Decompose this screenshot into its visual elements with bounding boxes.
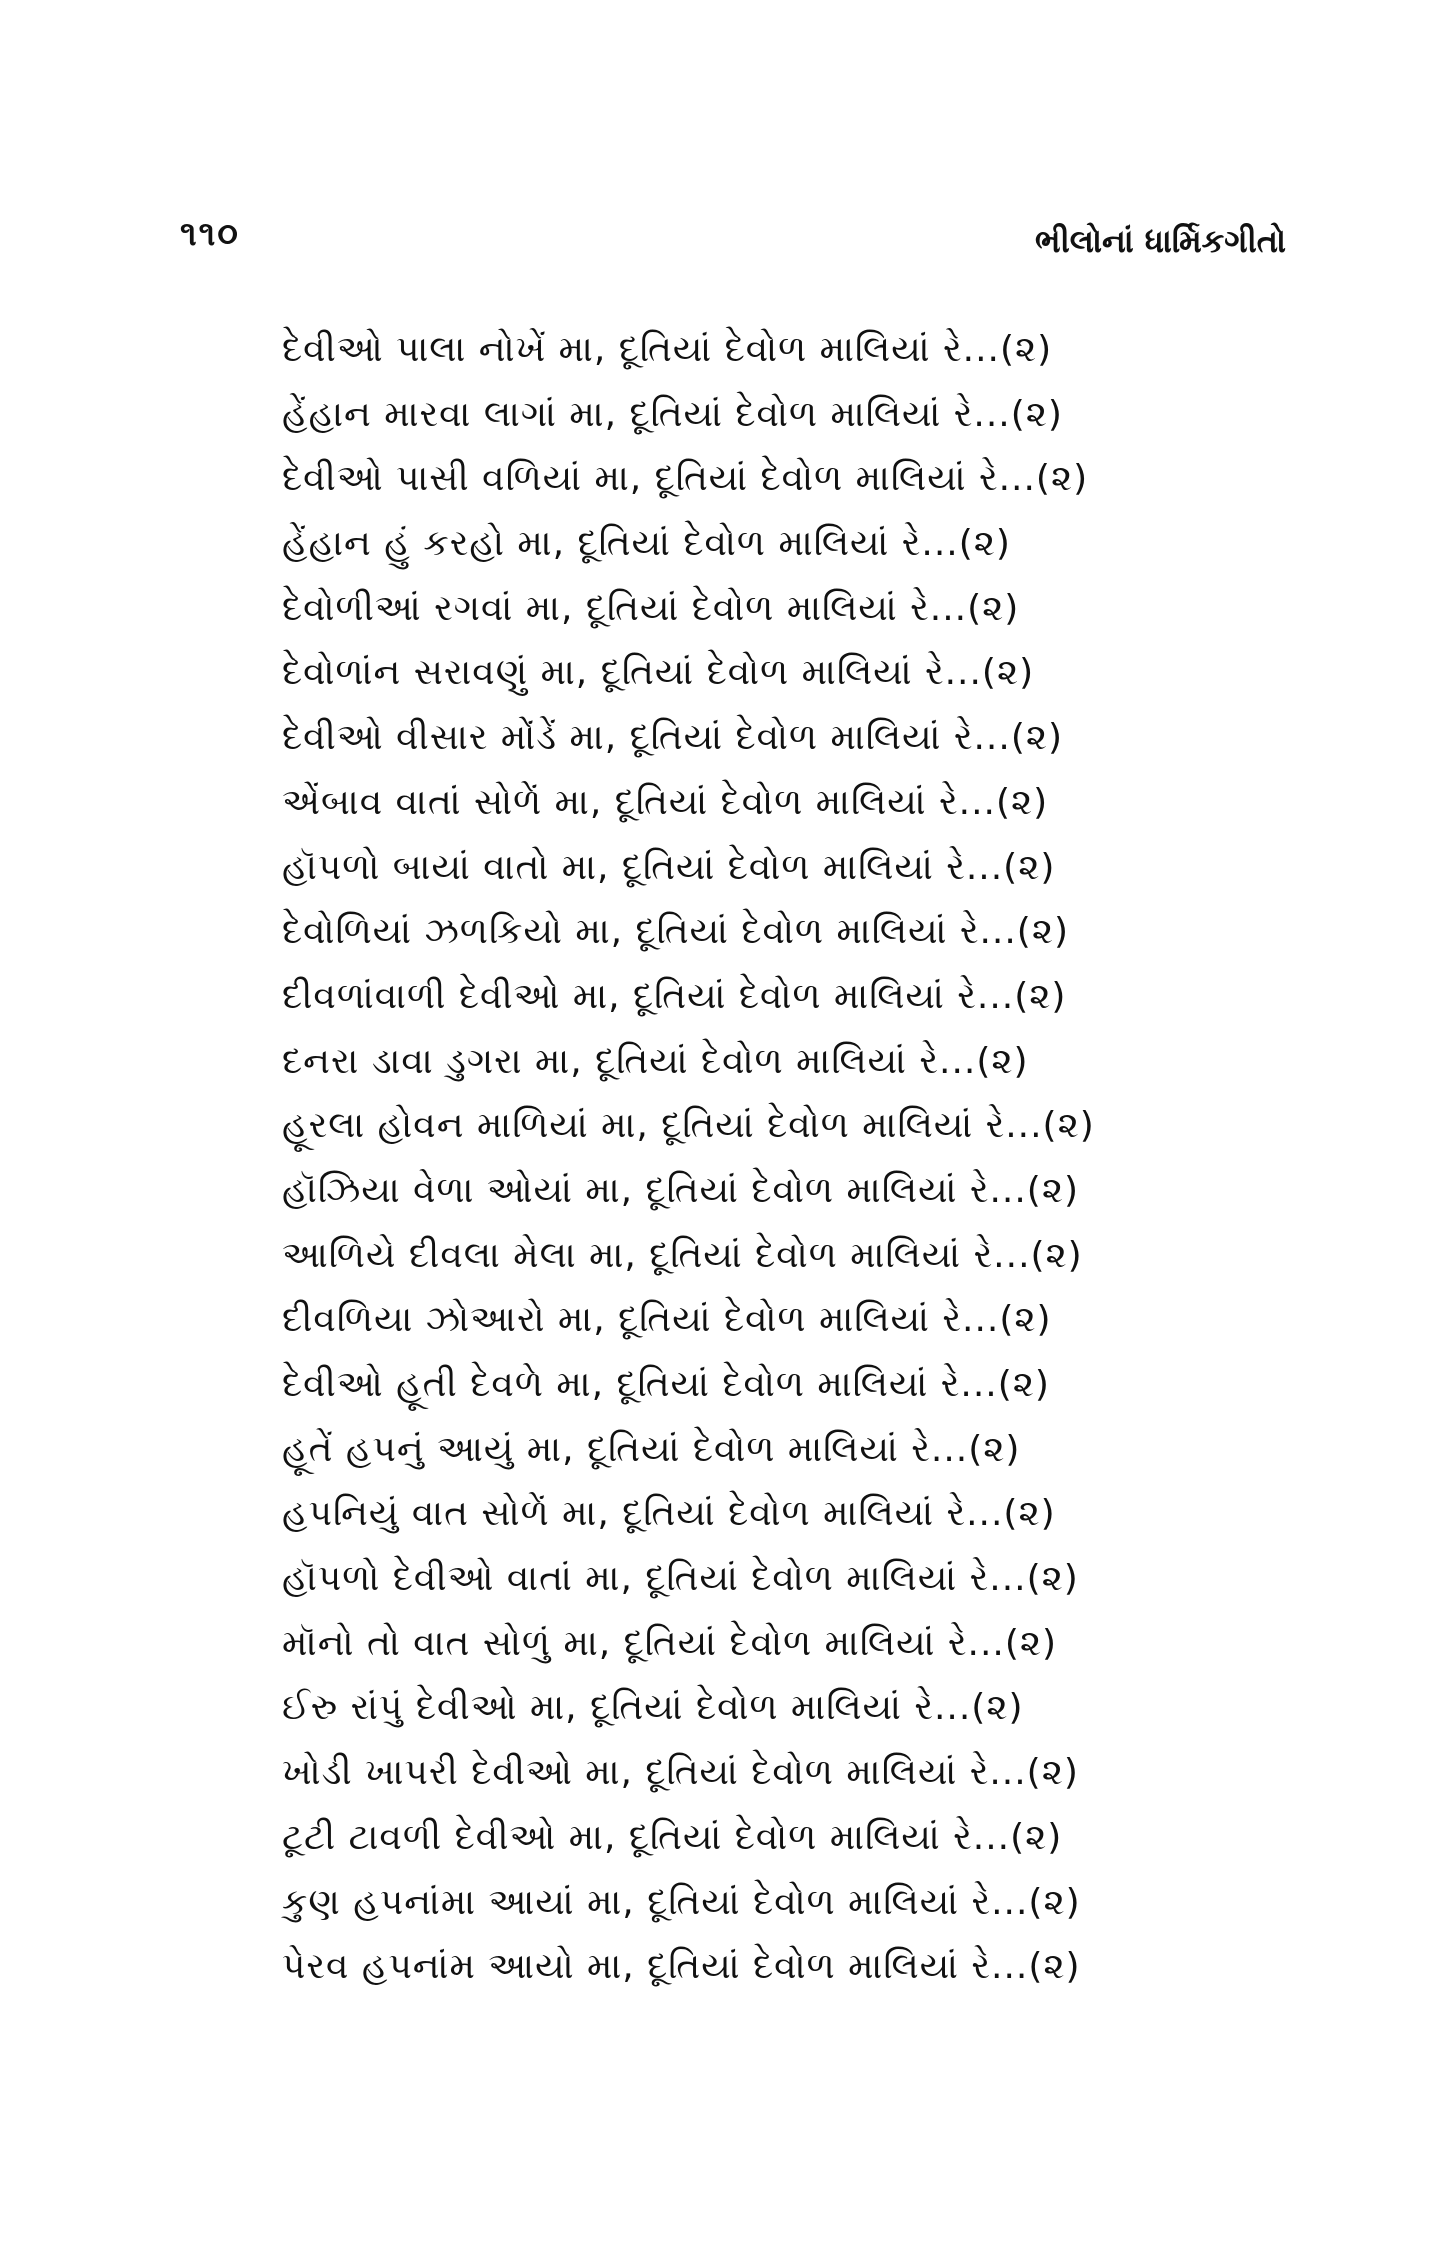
verse-line: મૉનો તો વાત સોળું મા, દૂતિયાં દેવોળ માલિયાં રે...(૨) <box>282 1622 1058 1664</box>
verse-line: હૂતેં હપનું આયું મા, દૂતિયાં દેવોળ માલિયાં રે...(૨) <box>282 1428 1021 1470</box>
verse-line: દનરા ડાવા ડુગરા મા, દૂતિયાં દેવોળ માલિયાં રે...(૨) <box>282 1040 1029 1082</box>
verse-line: દેવોળિયાં ઝળકિયો મા, દૂતિયાં દેવોળ માલિયાં રે...(૨) <box>282 911 1069 953</box>
page-number: ૧૧૦ <box>180 214 240 254</box>
verse-line: કુણ હપનાંમા આયાં મા, દૂતિયાં દેવોળ માલિયાં રે...(૨) <box>282 1881 1081 1923</box>
verse-line: ટૂટી ટાવળી દેવીઓ મા, દૂતિયાં દેવોળ માલિયાં રે...(૨) <box>282 1816 1063 1858</box>
verse-line: હૂરલા હોવન માળિયાં મા, દૂતિયાં દેવોળ માલિયાં રે...(૨) <box>282 1105 1095 1147</box>
verse-line: હેંહાન હું કરહો મા, દૂતિયાં દેવોળ માલિયાં રે...(૨) <box>282 523 1011 565</box>
verse-line: હૉપળો બાયાં વાતો મા, દૂતિયાં દેવોળ માલિયાં રે...(૨) <box>282 846 1056 888</box>
verse-line: ખોડી ખાપરી દેવીઓ મા, દૂતિયાં દેવોળ માલિયાં રે...(૨) <box>282 1752 1079 1794</box>
verse-line: દેવીઓ હૂતી દેવળે મા, દૂતિયાં દેવોળ માલિયાં રે...(૨) <box>282 1364 1050 1405</box>
verse-line: હૉપળો દેવીઓ વાતાં મા, દૂતિયાં દેવોળ માલિયાં રે...(૨) <box>282 1558 1079 1600</box>
verse-line: ઈરુ રાંપું દેવીઓ મા, દૂતિયાં દેવોળ માલિયાં રે...(૨) <box>282 1687 1024 1729</box>
verse-line: દીવળિયા ઝોઆરો મા, દૂતિયાં દેવોળ માલિયાં રે...(૨) <box>282 1299 1052 1341</box>
verse-line: હપનિયું વાત સોળેં મા, દૂતિયાં દેવોળ માલિયાં રે...(૨) <box>282 1493 1056 1535</box>
verse-list <box>282 318 1282 2000</box>
running-title: ભીલોનાં ધાર્મિકગીતો <box>1035 222 1286 260</box>
verse-line: દીવળાંવાળી દેવીઓ મા, દૂતિયાં દેવોળ માલિયાં રે...(૨) <box>282 975 1067 1017</box>
verse-line: દેવોળીઆં રગવાં મા, દૂતિયાં દેવોળ માલિયાં રે...(૨) <box>282 587 1020 629</box>
verse-line: હૉઝિયા વેળા ઓયાં મા, દૂતિયાં દેવોળ માલિયાં રે...(૨) <box>282 1169 1079 1211</box>
verse-line: આળિયે દીવલા મેલા મા, દૂતિયાં દેવોળ માલિયાં રે...(૨) <box>282 1234 1083 1276</box>
verse-line: દેવીઓ વીસાર મોંડેં મા, દૂતિયાં દેવોળ માલિયાં રે...(૨) <box>282 717 1064 759</box>
verse-line: પેરવ હપનાંમ આયો મા, દૂતિયાં દેવોળ માલિયાં રે...(૨) <box>282 1946 1081 1988</box>
verse-line: હેંહાન મારવા લાગાં મા, દૂતિયાં દેવોળ માલિયાં રે...(૨) <box>282 393 1063 435</box>
verse-line: દેવીઓ પાલા નોખેં મા, દૂતિયાં દેવોળ માલિયાં રે...(૨) <box>282 329 1053 370</box>
verse-line: દેવોળાંન સરાવણું મા, દૂતિયાં દેવોળ માલિયાં રે...(૨) <box>282 652 1035 694</box>
verse-line: એંબાવ વાતાં સોળેં મા, દૂતિયાં દેવોળ માલિયાં રે...(૨) <box>282 781 1049 823</box>
verse-line: દેવીઓ પાસી વળિયાં મા, દૂતિયાં દેવોળ માલિયાં રે...(૨) <box>282 458 1089 500</box>
